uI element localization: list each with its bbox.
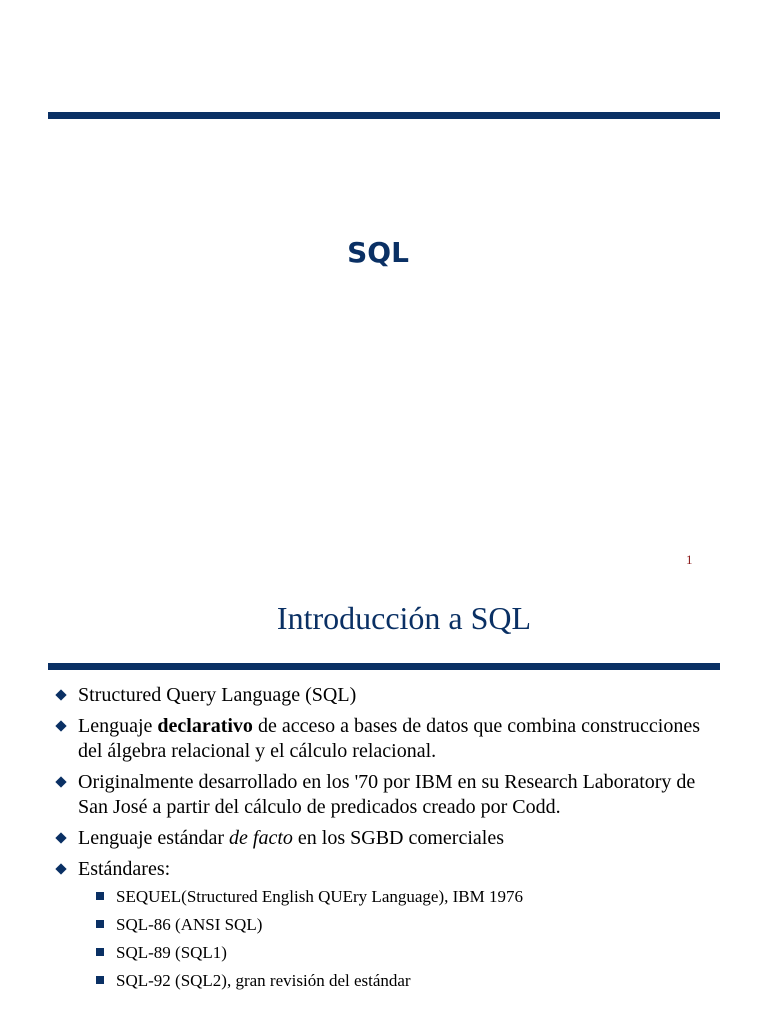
bullet-item: Structured Query Language (SQL) — [56, 683, 716, 708]
square-bullet-icon — [96, 920, 104, 928]
slide-title-intro: Introducción a SQL — [276, 600, 532, 636]
slide-title-sql: SQL — [347, 236, 409, 269]
page-number: 1 — [686, 552, 693, 567]
square-bullet-icon — [96, 976, 104, 984]
square-bullet-icon — [96, 948, 104, 956]
standards-list — [78, 886, 716, 991]
standard-item: SQL-92 (SQL2), gran revisión del estándar — [78, 970, 716, 991]
bullet-item: Lenguaje declarativo de acceso a bases de datos que combina construcciones del álgebra relacional y el cálculo relacional. — [56, 714, 716, 764]
top-divider — [48, 112, 720, 119]
bullet-item: Estándares: SEQUEL(Structured English QUEry Language), IBM 1976 SQL-86 (ANSI SQL) SQL-89 (SQL1) SQL-92 (SQL2), gran revisión del estándar — [56, 857, 716, 991]
diamond-bullet-icon — [55, 720, 66, 731]
standard-item: SQL-86 (ANSI SQL) — [78, 914, 716, 935]
diamond-bullet-icon — [55, 689, 66, 700]
square-bullet-icon — [96, 892, 104, 900]
bullet-item: Lenguaje estándar de facto en los SGBD comerciales — [56, 826, 716, 851]
standard-item: SEQUEL(Structured English QUEry Language), IBM 1976 — [78, 886, 716, 907]
diamond-bullet-icon — [55, 863, 66, 874]
diamond-bullet-icon — [55, 832, 66, 843]
standard-item: SQL-89 (SQL1) — [78, 942, 716, 963]
bullet-list — [56, 683, 716, 998]
bullet-item: Originalmente desarrollado en los '70 por IBM en su Research Laboratory de San José a partir del cálculo de predicados creado por Codd. — [56, 770, 716, 820]
diamond-bullet-icon — [55, 776, 66, 787]
title-divider — [48, 663, 720, 670]
